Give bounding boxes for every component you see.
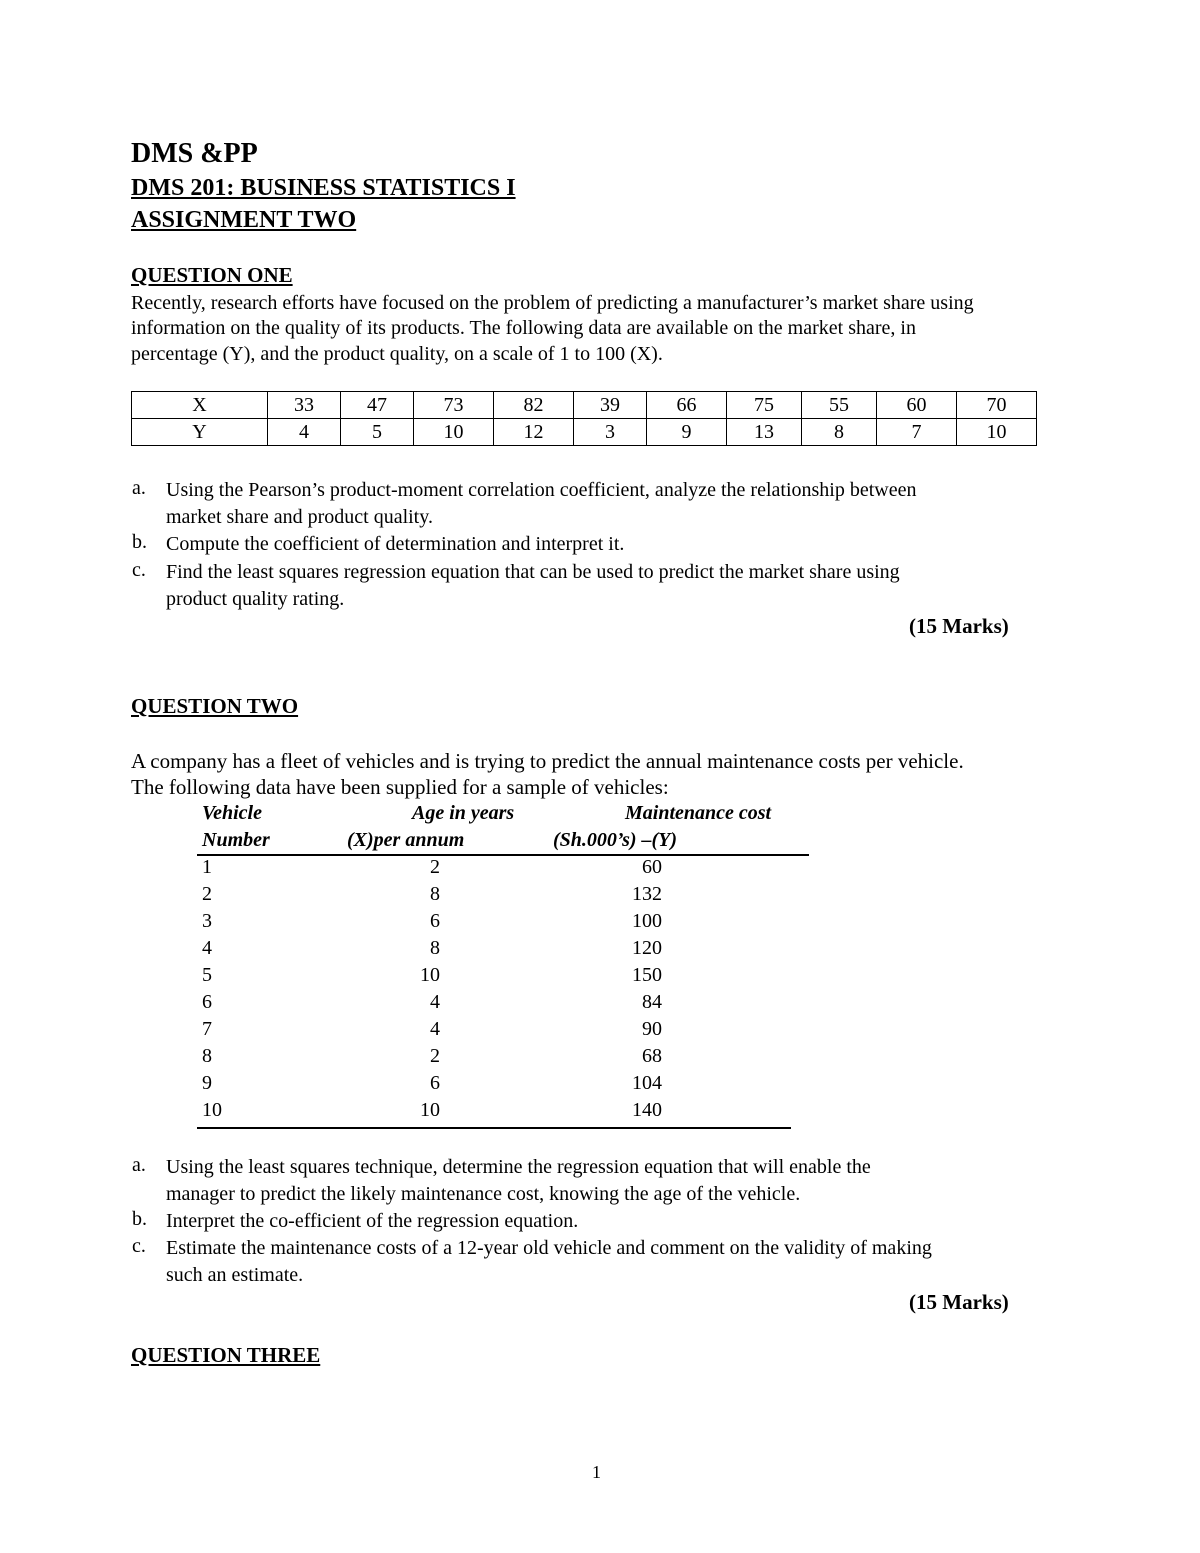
market-share-data-table	[131, 391, 1037, 446]
question-three-heading: QUESTION THREE	[131, 1343, 321, 1367]
x-cell: 73	[414, 392, 494, 419]
y-cell: 5	[341, 419, 414, 446]
vehicle-number-cell: 2	[202, 883, 212, 905]
cost-cell: 140	[632, 1099, 662, 1121]
column-header-cost: Maintenance cost	[625, 802, 772, 824]
item-line: Using the least squares technique, determine the regression equation that will enable the	[166, 1156, 871, 1178]
y-cell: 4	[268, 419, 341, 446]
age-cell: 4	[430, 1018, 440, 1040]
column-header-vehicle: Number	[202, 829, 270, 851]
column-header-cost: (Sh.000’s) –(Y)	[553, 829, 678, 851]
vehicle-number-cell: 5	[202, 964, 212, 986]
cost-cell: 104	[632, 1072, 662, 1094]
x-cell: 33	[268, 392, 341, 419]
course-title: DMS 201: BUSINESS STATISTICS I	[131, 175, 516, 201]
table-row	[132, 419, 1037, 446]
column-header-vehicle: Vehicle	[202, 802, 262, 824]
table-bottom-rule	[197, 1127, 791, 1129]
table-row	[132, 392, 1037, 419]
y-cell: 3	[574, 419, 647, 446]
x-cell: 82	[494, 392, 574, 419]
cost-cell: 90	[642, 1018, 662, 1040]
question-one-item-letter: b.	[132, 531, 147, 553]
y-cell: 8	[802, 419, 877, 446]
vehicle-number-cell: 7	[202, 1018, 212, 1040]
question-two-item-letter: c.	[132, 1235, 146, 1257]
vehicle-number-cell: 4	[202, 937, 212, 959]
age-cell: 6	[430, 910, 440, 932]
question-one-intro-line: Recently, research efforts have focused on the problem of predicting a manufacturer’s market share using	[131, 292, 974, 314]
question-two-intro-line: The following data have been supplied for a sample of vehicles:	[131, 775, 669, 799]
question-two-item-letter: b.	[132, 1208, 147, 1230]
question-two-item-b	[166, 1208, 578, 1235]
item-line: Estimate the maintenance costs of a 12-year old vehicle and comment on the validity of making	[166, 1237, 932, 1259]
cost-cell: 132	[632, 883, 662, 905]
age-cell: 4	[430, 991, 440, 1013]
y-cell: 9	[647, 419, 727, 446]
x-cell: 47	[341, 392, 414, 419]
column-header-age: (X)per annum	[347, 829, 465, 851]
row-label-y: Y	[132, 419, 268, 446]
vehicle-number-cell: 3	[202, 910, 212, 932]
age-cell: 10	[420, 964, 440, 986]
y-cell: 10	[957, 419, 1037, 446]
document-title: DMS &PP	[131, 138, 258, 169]
y-cell: 10	[414, 419, 494, 446]
table-top-rule	[197, 854, 809, 856]
vehicle-number-cell: 1	[202, 856, 212, 878]
x-cell: 66	[647, 392, 727, 419]
age-cell: 2	[430, 1045, 440, 1067]
age-cell: 10	[420, 1099, 440, 1121]
x-cell: 39	[574, 392, 647, 419]
question-one-item-b	[166, 531, 624, 558]
question-two-item-letter: a.	[132, 1154, 146, 1176]
x-cell: 70	[957, 392, 1037, 419]
item-line: product quality rating.	[166, 588, 345, 610]
item-line: market share and product quality.	[166, 506, 433, 528]
x-cell: 75	[727, 392, 802, 419]
cost-cell: 100	[632, 910, 662, 932]
cost-cell: 84	[642, 991, 662, 1013]
vehicle-number-cell: 8	[202, 1045, 212, 1067]
question-one-item-a	[166, 477, 917, 531]
vehicle-number-cell: 9	[202, 1072, 212, 1094]
age-cell: 2	[430, 856, 440, 878]
question-two-heading: QUESTION TWO	[131, 694, 299, 718]
vehicle-number-cell: 10	[202, 1099, 222, 1121]
question-one-item-letter: c.	[132, 559, 146, 581]
y-cell: 7	[877, 419, 957, 446]
y-cell: 12	[494, 419, 574, 446]
question-one-item-letter: a.	[132, 477, 146, 499]
age-cell: 8	[430, 883, 440, 905]
item-line: Interpret the co-efficient of the regression equation.	[166, 1210, 579, 1232]
question-two-marks: (15 Marks)	[909, 1290, 1009, 1314]
question-one-item-c	[166, 559, 900, 613]
question-two-item-c	[166, 1235, 932, 1289]
x-cell: 60	[877, 392, 957, 419]
question-one-heading: QUESTION ONE	[131, 263, 293, 287]
y-cell: 13	[727, 419, 802, 446]
cost-cell: 60	[642, 856, 662, 878]
item-line: such an estimate.	[166, 1264, 304, 1286]
cost-cell: 68	[642, 1045, 662, 1067]
page-number: 1	[592, 1462, 601, 1482]
age-cell: 8	[430, 937, 440, 959]
question-two-intro-line: A company has a fleet of vehicles and is trying to predict the annual maintenance costs per vehicle.	[131, 749, 964, 773]
item-line: Using the Pearson’s product-moment correlation coefficient, analyze the relationship between	[166, 479, 917, 501]
item-line: Find the least squares regression equation that can be used to predict the market share using	[166, 561, 900, 583]
x-cell: 55	[802, 392, 877, 419]
assignment-title: ASSIGNMENT TWO	[131, 207, 357, 233]
cost-cell: 120	[632, 937, 662, 959]
cost-cell: 150	[632, 964, 662, 986]
row-label-x: X	[132, 392, 268, 419]
age-cell: 6	[430, 1072, 440, 1094]
item-line: manager to predict the likely maintenance cost, knowing the age of the vehicle.	[166, 1183, 801, 1205]
item-line: Compute the coefficient of determination and interpret it.	[166, 533, 625, 555]
question-one-intro-line: percentage (Y), and the product quality, on a scale of 1 to 100 (X).	[131, 343, 663, 365]
question-one-intro-line: information on the quality of its products. The following data are available on the market share, in	[131, 317, 916, 339]
question-two-item-a	[166, 1154, 871, 1208]
column-header-age: Age in years	[412, 802, 515, 824]
question-one-marks: (15 Marks)	[909, 614, 1009, 638]
vehicle-number-cell: 6	[202, 991, 212, 1013]
